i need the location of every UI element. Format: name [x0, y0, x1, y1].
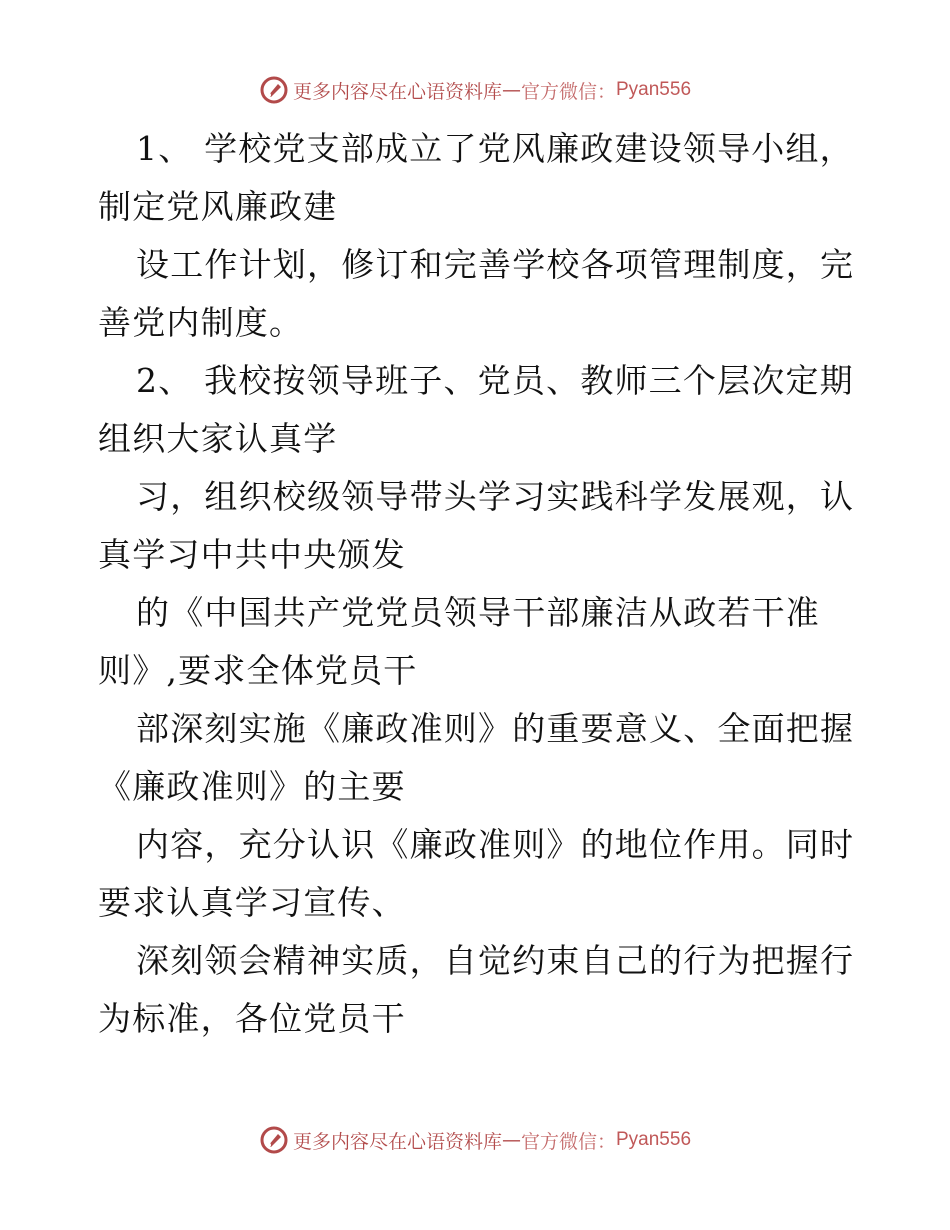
text-line: 真学习中共中央颁发 [98, 535, 406, 574]
text-line: 设工作计划，修订和完善学校各项管理制度，完 [136, 245, 855, 284]
header-watermark [0, 70, 950, 110]
text-line: 深刻领会精神实质，自觉约束自己的行为把握行 [136, 941, 855, 980]
text-line: 1、 学校党支部成立了党风廉政建设领导小组， [136, 129, 854, 168]
text-line: 的《中国共产党党员领导干部廉洁从政若干准 [136, 593, 820, 632]
text-line: 组织大家认真学 [98, 419, 338, 458]
watermark-dash: — [501, 1129, 521, 1151]
text-line: 2、 我校按领导班子、党员、教师三个层次定期 [136, 361, 854, 400]
watermark-label: 官方微信： [520, 1130, 616, 1153]
document-body [98, 120, 858, 1048]
text-line: 制定党风廉政建 [98, 187, 338, 226]
pen-nib-circle-icon [259, 1125, 289, 1155]
pen-nib-circle-icon [259, 75, 289, 105]
text-line: 习，组织校级领导带头学习实践科学发展观，认 [136, 477, 855, 516]
text-line: 内容，充分认识《廉政准则》的地位作用。同时 [136, 825, 855, 864]
text-line: 部深刻实施《廉政准则》的重要意义、全面把握 [136, 709, 855, 748]
text-line: 则》,要求全体党员干 [98, 651, 418, 690]
text-line: 为标准，各位党员干 [98, 999, 406, 1038]
watermark-text: 更多内容尽在心语资料库 [292, 1130, 502, 1153]
watermark-wechat-id: Pyan556 [616, 1129, 692, 1150]
text-line: 善党内制度。 [98, 303, 304, 342]
text-line: 要求认真学习宣传、 [98, 883, 406, 922]
watermark-wechat-id: Pyan556 [616, 79, 692, 100]
watermark-dash: — [501, 79, 521, 101]
watermark-text: 更多内容尽在心语资料库 [292, 80, 502, 103]
text-line: 《廉政准则》的主要 [98, 767, 406, 806]
watermark-label: 官方微信： [520, 80, 616, 103]
footer-watermark [0, 1120, 950, 1160]
